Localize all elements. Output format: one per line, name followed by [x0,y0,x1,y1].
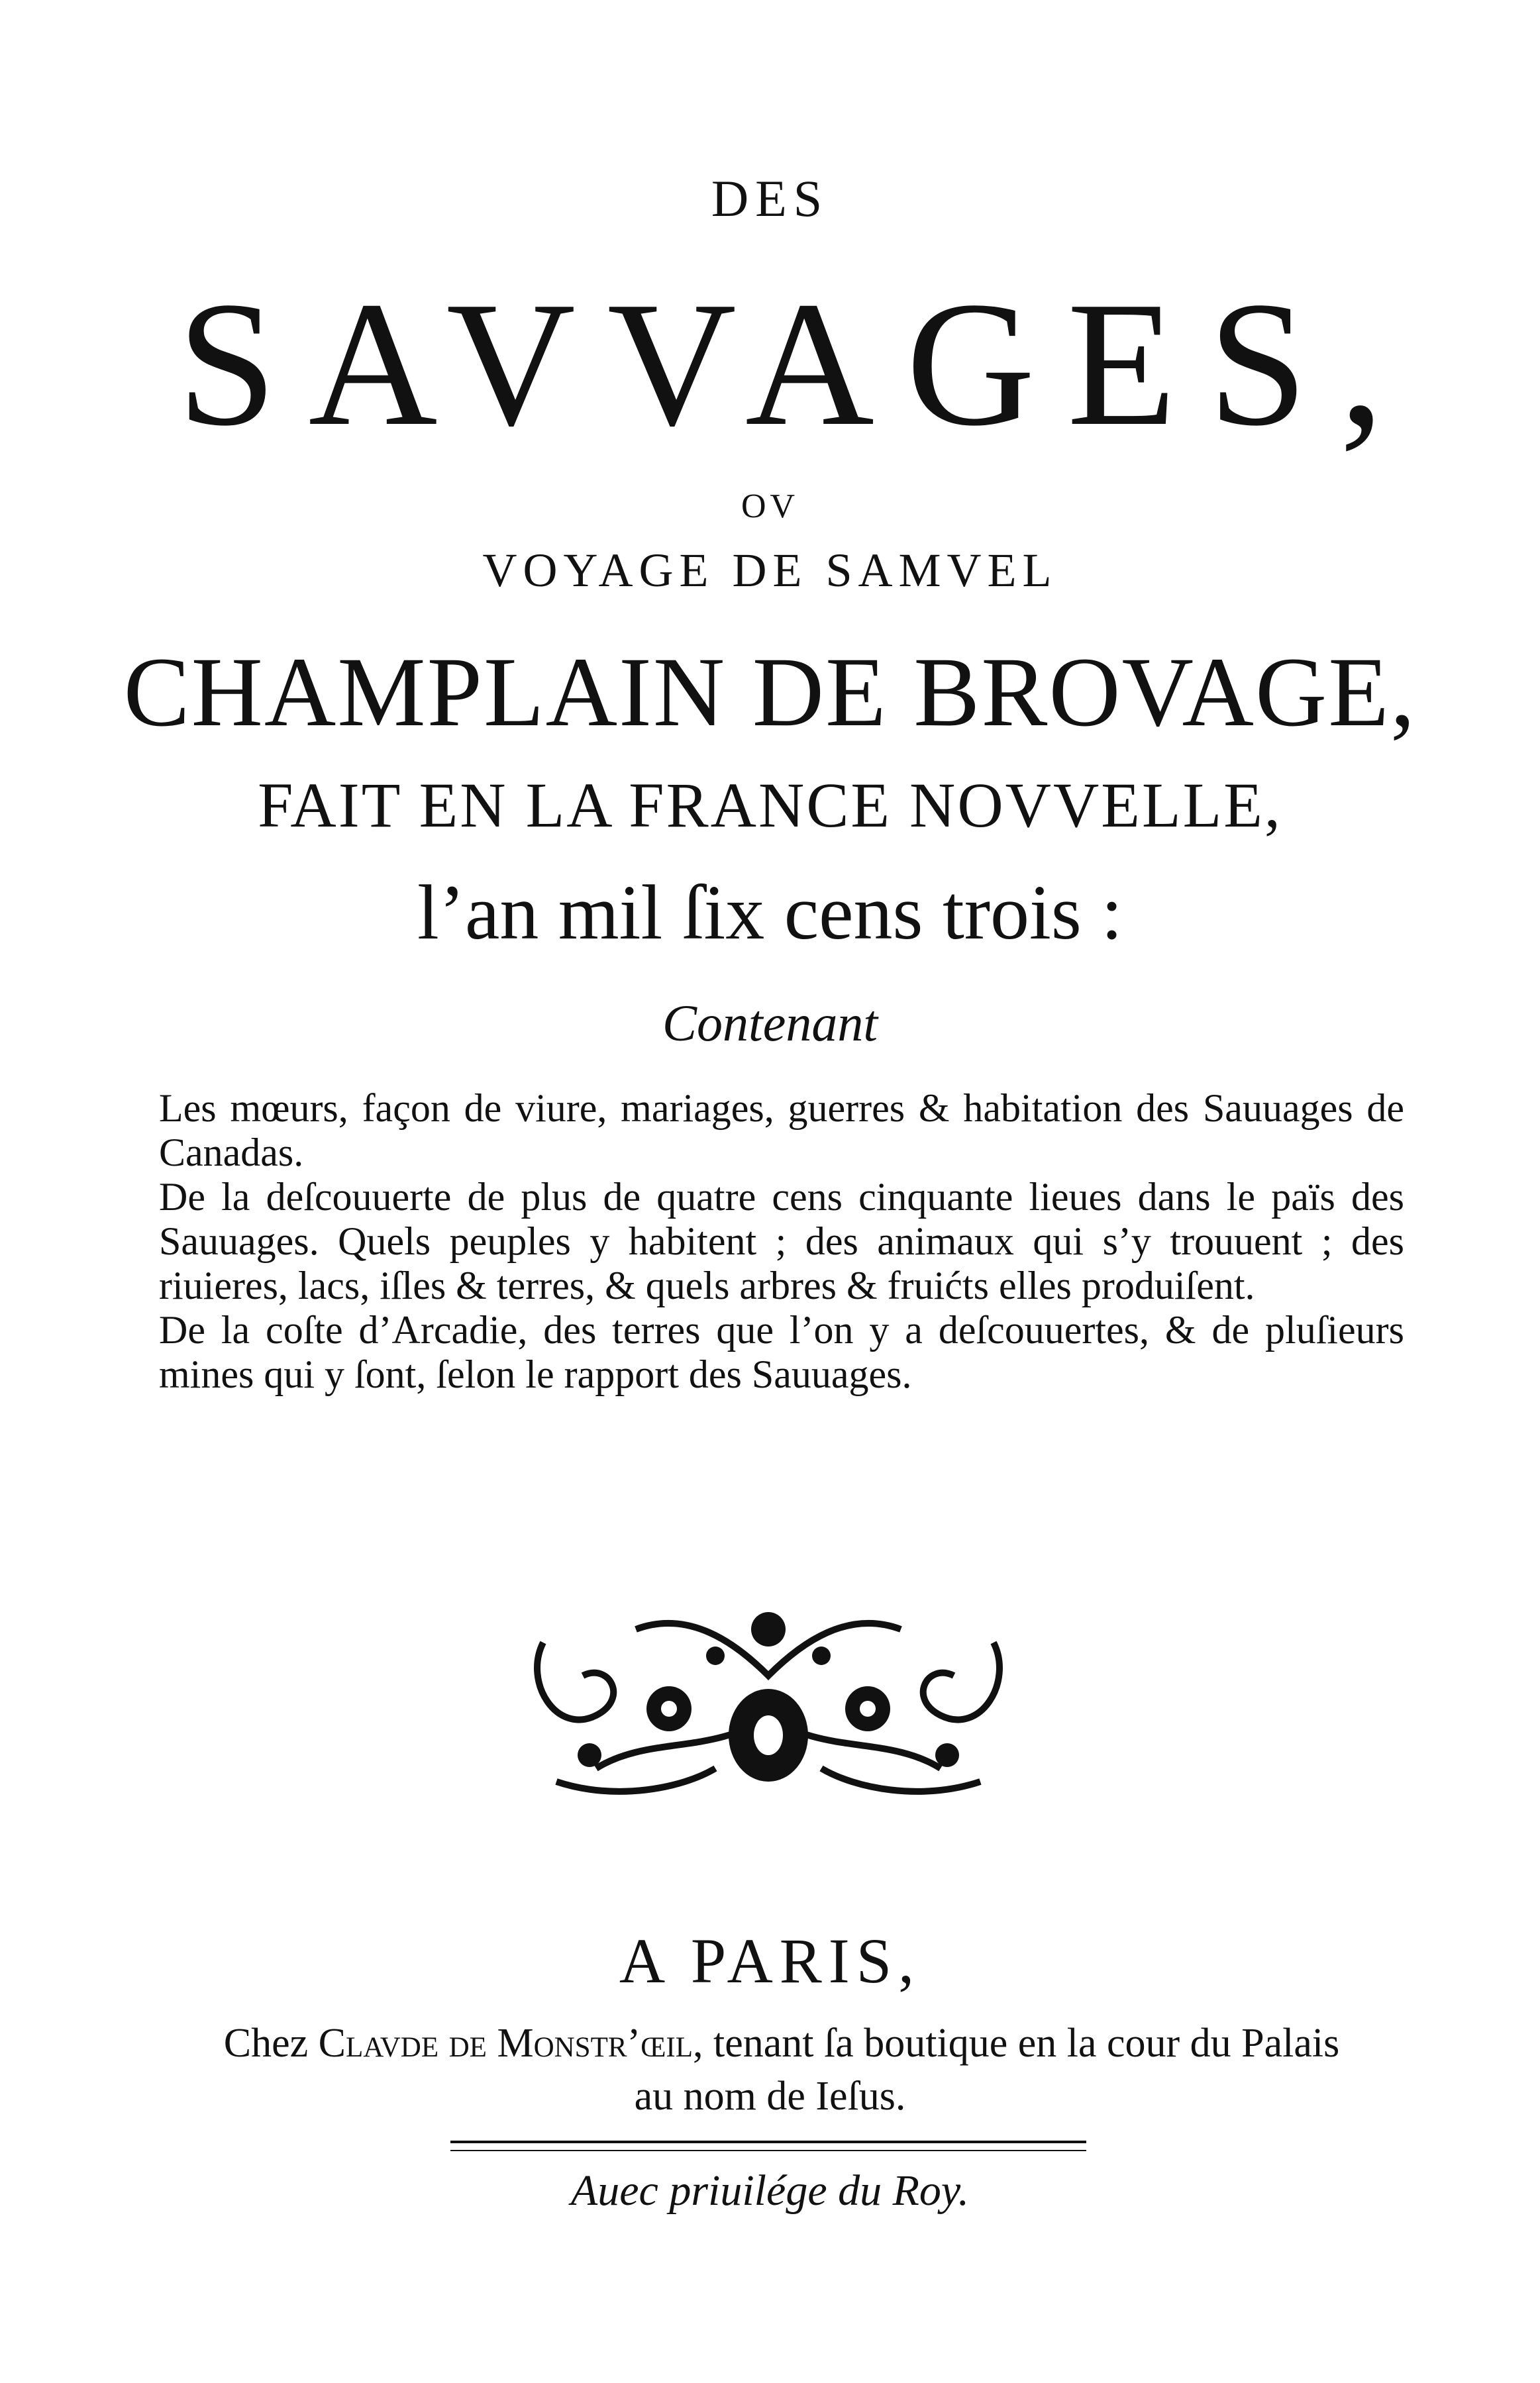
privilege-line: Auec priuilége du Roy. [570,2166,970,2215]
imprint-printer-line [159,2020,1404,2067]
printers-ornament-icon [517,1603,1020,1801]
double-rule-top [450,2141,1086,2143]
subtitle-voyage: VOYAGE DE SAMVEL [482,544,1058,597]
imprint-place: A PARIS, [619,1925,921,1996]
double-rule-bottom [450,2150,1086,2151]
imprint-printer: Clavde de Monstr’œil, [318,2021,703,2066]
conjunction-ov: OV [741,487,799,525]
imprint-address: tenant ſa boutique en la cour du Palais [713,2021,1340,2066]
author-name: CHAMPLAIN DE BROVAGE, [123,637,1417,747]
contents-paragraph-3: De la coſte d’Arcadie, des terres que l’on y a deſcouuertes, & de pluſieurs mines qui y ſont, ſelon le rapport des Sauuages. [159,1308,1404,1396]
imprint-address-2: au nom de Ieſus. [634,2074,906,2119]
imprint-chez: Chez [223,2021,309,2066]
heading-des: DES [711,170,829,227]
contents-paragraph-1: Les mœurs, façon de viure, mariages, guerres & habitation des Sauuages de Canadas. [159,1086,1404,1174]
year-line: l’an mil ſix cens trois : [417,869,1123,956]
contents-paragraph-2: De la deſcouuerte de plus de quatre cens cinquante lieues dans le païs des Sauuages. Quels peuples y habitent ; des animaux qui s’y trouuent ; des riuieres, lacs, iſles & terres, & quels arbres & fruićts elles produiſent. [159,1175,1404,1307]
contents-block [159,1086,1404,1397]
subtitle-fait: FAIT EN LA FRANCE NOVVELLE, [258,770,1282,840]
main-title: SAVVAGES, [177,265,1416,463]
contenant-heading: Contenant [662,994,878,1052]
